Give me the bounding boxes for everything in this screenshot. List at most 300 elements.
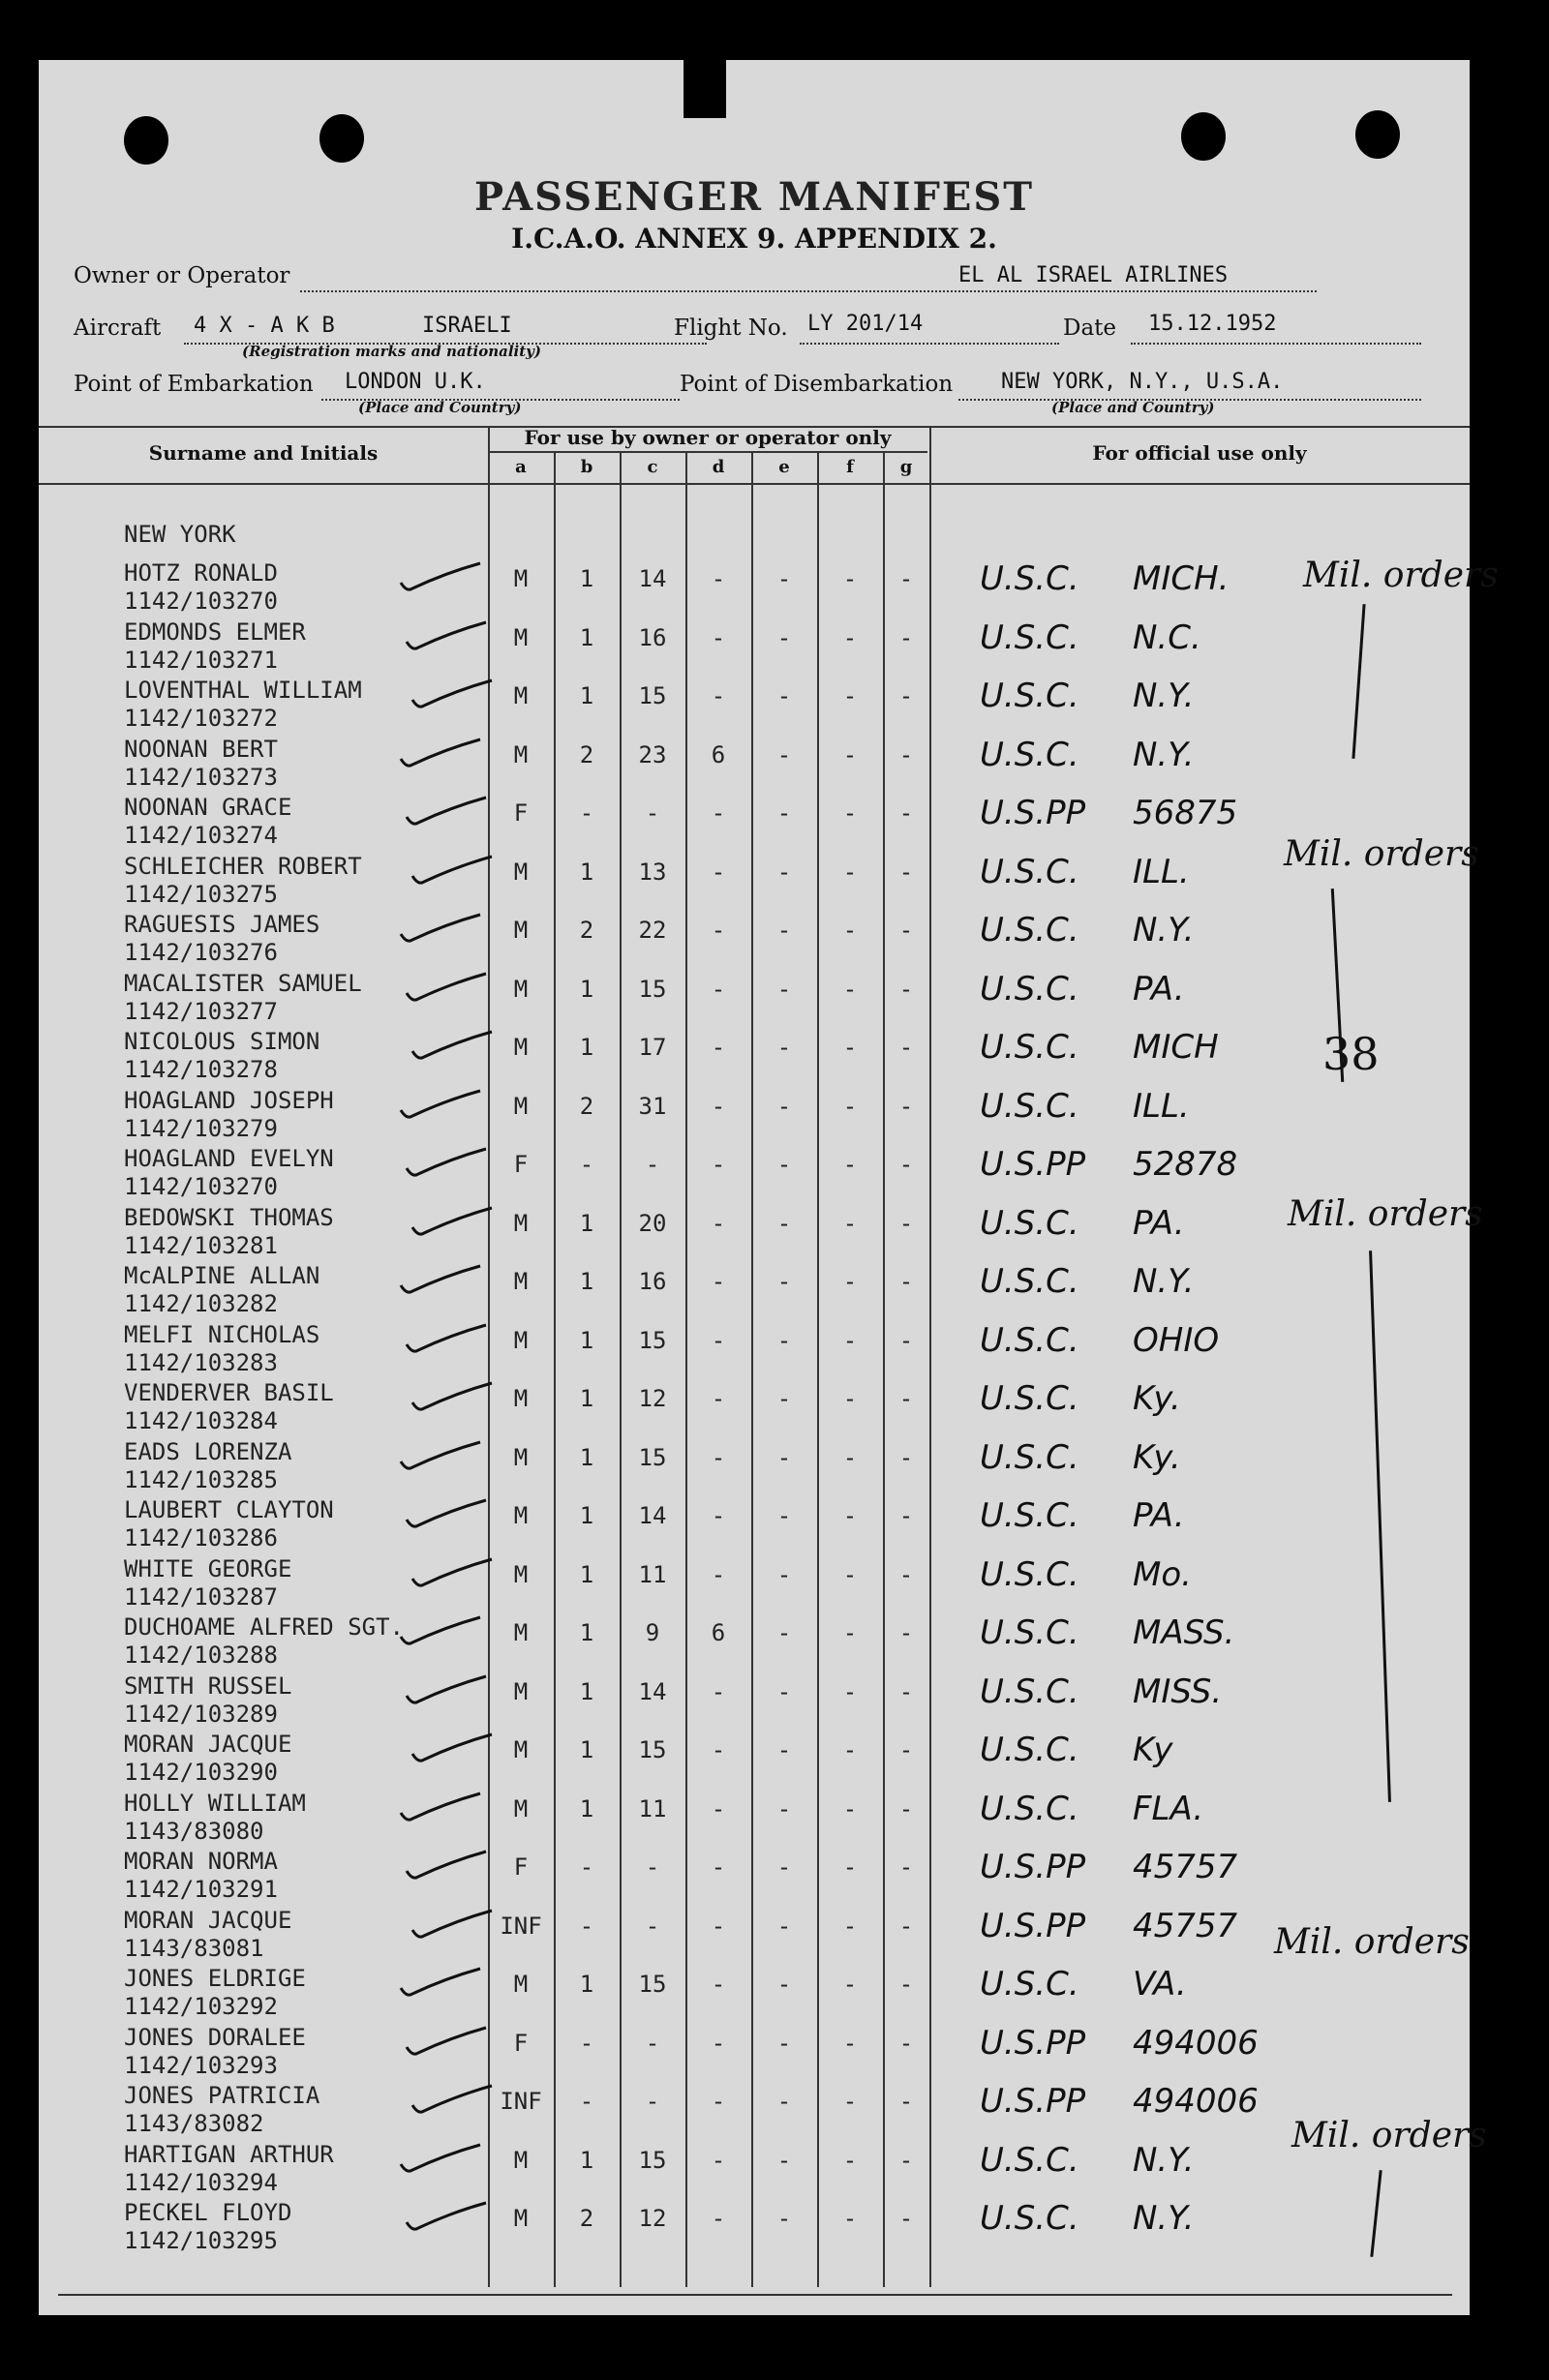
cell-empty-dash: - [898, 1385, 914, 1412]
official-status: U.S.C. [980, 559, 1079, 598]
cell-empty-dash: - [776, 1853, 792, 1881]
passenger-name: NICOLOUS SIMON [124, 1028, 320, 1055]
table-row [39, 1087, 1470, 1145]
check-mark-icon [409, 1909, 496, 1942]
ticket-number: 1142/103270 [124, 1173, 278, 1200]
subcol-header-f: f [846, 457, 854, 477]
cell-empty-dash: - [898, 1502, 914, 1529]
check-mark-icon [397, 1089, 484, 1122]
cell-d: - [711, 1209, 726, 1237]
official-detail: N.Y. [1133, 2199, 1195, 2238]
cell-weight: 15 [638, 1443, 667, 1471]
cell-empty-dash: - [842, 2088, 858, 2115]
cell-weight: 16 [638, 623, 667, 651]
cell-empty-dash: - [898, 1971, 914, 1998]
official-detail: PA. [1133, 969, 1185, 1009]
aircraft-label: Aircraft [74, 316, 162, 341]
margin-note: Mil. orders [1274, 1922, 1470, 1962]
cell-d: - [711, 1268, 726, 1295]
cell-empty-dash: - [842, 1853, 858, 1881]
cell-d: - [711, 623, 726, 651]
cell-empty-dash: - [842, 858, 858, 886]
ticket-number: 1142/103283 [124, 1348, 278, 1376]
cell-weight: 13 [638, 858, 667, 886]
cell-weight: 14 [638, 565, 667, 592]
cell-empty-dash: - [776, 1443, 792, 1471]
cell-weight: - [645, 1912, 660, 1940]
ticket-number: 1142/103277 [124, 997, 278, 1025]
cell-pieces: 1 [579, 1385, 594, 1412]
cell-weight: - [645, 1853, 660, 1881]
cell-empty-dash: - [842, 1443, 858, 1471]
cell-empty-dash: - [898, 623, 914, 651]
cell-pieces: 1 [579, 1034, 594, 1061]
official-status: U.S.PP [980, 1145, 1086, 1184]
official-detail: N.Y. [1133, 911, 1195, 949]
table-row [39, 1262, 1470, 1320]
table-row [39, 618, 1470, 677]
page-mark: 38 [1322, 1028, 1380, 1080]
official-detail: N.Y. [1133, 2140, 1195, 2180]
passenger-name: MELFI NICHOLAS [124, 1320, 320, 1348]
cell-pieces: - [579, 2029, 594, 2057]
cell-empty-dash: - [776, 1912, 792, 1940]
cell-d: - [711, 1443, 726, 1471]
ticket-number: 1142/103286 [124, 1524, 278, 1552]
check-mark-icon [397, 2143, 484, 2176]
table-row [39, 1145, 1470, 1203]
table-row [39, 1496, 1470, 1554]
cell-sex: M [513, 975, 529, 1003]
col-official-header: For official use only [1092, 441, 1307, 465]
cell-sex: INF [500, 2088, 542, 2115]
cell-d: 6 [711, 740, 726, 768]
cell-pieces: 1 [579, 1560, 594, 1588]
ticket-number: 1142/103291 [124, 1876, 278, 1903]
page-title: PASSENGER MANIFEST [473, 174, 1035, 220]
place-note-embark: (Place and Country) [358, 399, 522, 416]
registration-note: (Registration marks and nationality) [242, 343, 541, 360]
cell-sex: M [513, 623, 529, 651]
cell-weight: 12 [638, 2205, 667, 2232]
official-status: U.S.C. [980, 735, 1079, 774]
ticket-number: 1142/103275 [124, 880, 278, 908]
cell-sex: M [513, 1619, 529, 1646]
check-mark-icon [397, 1440, 484, 1473]
cell-sex: M [513, 1794, 529, 1823]
official-detail: 45757 [1133, 1906, 1238, 1945]
ticket-number: 1142/103294 [124, 2168, 278, 2196]
subcol-header-b: b [580, 457, 593, 477]
check-mark-icon [403, 796, 490, 828]
cell-sex: M [513, 1560, 529, 1588]
official-status: U.S.C. [980, 1203, 1079, 1243]
cell-empty-dash: - [776, 1326, 792, 1354]
cell-d: - [711, 1560, 726, 1588]
table-row [39, 559, 1470, 618]
cell-weight: 22 [638, 917, 667, 944]
cell-weight: - [645, 1151, 660, 1178]
punch-hole-icon [319, 114, 364, 163]
official-status: U.S.PP [980, 2082, 1086, 2121]
cell-empty-dash: - [776, 799, 792, 827]
official-detail: N.C. [1133, 618, 1201, 657]
cell-empty-dash: - [842, 799, 858, 827]
cell-d: - [711, 975, 726, 1003]
check-mark-icon [409, 1557, 496, 1590]
official-status: U.S.C. [980, 1028, 1079, 1067]
cell-pieces: - [579, 1912, 594, 1940]
owner-label: Owner or Operator [74, 263, 290, 288]
cell-empty-dash: - [776, 1971, 792, 1998]
check-mark-icon [409, 2084, 496, 2117]
table-row [39, 911, 1470, 969]
passenger-name: NOONAN BERT [124, 735, 278, 763]
official-status: U.S.C. [980, 1262, 1079, 1301]
cell-empty-dash: - [898, 975, 914, 1003]
cell-empty-dash: - [776, 917, 792, 944]
passenger-name: McALPINE ALLAN [124, 1262, 320, 1289]
page-subtitle: I.C.A.O. ANNEX 9. APPENDIX 2. [511, 223, 997, 255]
cell-sex: M [513, 917, 529, 944]
official-detail: PA. [1133, 1203, 1185, 1243]
cell-empty-dash: - [776, 565, 792, 592]
cell-empty-dash: - [776, 975, 792, 1003]
destination-heading: NEW YORK [124, 521, 236, 548]
cell-empty-dash: - [776, 1794, 792, 1823]
cell-pieces: 1 [579, 858, 594, 886]
cell-sex: F [513, 2029, 529, 2057]
official-status: U.S.C. [980, 1086, 1079, 1126]
check-mark-icon [409, 1732, 496, 1765]
manifest-page [39, 60, 1499, 2315]
table-row [39, 1848, 1470, 1906]
official-detail: MISS. [1133, 1672, 1223, 1711]
table-row [39, 1028, 1470, 1086]
table-row [39, 2199, 1470, 2257]
ticket-number: 1142/103295 [124, 2227, 278, 2254]
cell-empty-dash: - [898, 1443, 914, 1471]
ticket-number: 1142/103272 [124, 705, 278, 732]
official-detail: N.Y. [1133, 735, 1195, 774]
cell-empty-dash: - [776, 740, 792, 768]
official-status: U.S.C. [980, 1789, 1079, 1828]
cell-pieces: 1 [579, 1502, 594, 1529]
cell-empty-dash: - [776, 1209, 792, 1237]
ticket-number: 1142/103281 [124, 1231, 278, 1259]
cell-empty-dash: - [842, 682, 858, 709]
cell-d: - [711, 2029, 726, 2057]
cell-weight: 12 [638, 1385, 667, 1412]
owner-value: EL AL ISRAEL AIRLINES [958, 263, 1229, 287]
cell-weight: 15 [638, 1326, 667, 1354]
embark-label: Point of Embarkation [74, 372, 314, 397]
cell-empty-dash: - [776, 2146, 792, 2174]
check-mark-icon [403, 1498, 490, 1531]
official-status: U.S.PP [980, 1906, 1086, 1945]
col-surname-header: Surname and Initials [148, 441, 379, 465]
cell-pieces: 2 [579, 1092, 594, 1120]
check-mark-icon [397, 1967, 484, 2000]
table-row [39, 970, 1470, 1028]
official-detail: PA. [1133, 1496, 1185, 1535]
flight-label: Flight No. [674, 316, 788, 341]
cell-empty-dash: - [842, 1385, 858, 1412]
table-header-rule [39, 483, 1470, 485]
cell-d: - [711, 1151, 726, 1178]
ticket-number: 1143/83081 [124, 1934, 264, 1962]
passenger-name: JONES ELDRIGE [124, 1965, 306, 1992]
passenger-name: EADS LORENZA [124, 1437, 292, 1465]
table-row [39, 736, 1470, 794]
table-row [39, 677, 1470, 735]
table-row [39, 2024, 1470, 2082]
official-status: U.S.C. [980, 618, 1079, 657]
cell-sex: M [513, 740, 529, 768]
subcol-header-g: g [899, 457, 913, 477]
official-status: U.S.PP [980, 1848, 1086, 1886]
check-mark-icon [397, 1615, 484, 1648]
official-detail: 494006 [1133, 2023, 1259, 2063]
cell-empty-dash: - [842, 1971, 858, 1998]
cell-d: - [711, 917, 726, 944]
check-mark-icon [397, 913, 484, 946]
official-detail: 56875 [1133, 794, 1238, 832]
official-status: U.S.C. [980, 677, 1079, 715]
ticket-number: 1142/103289 [124, 1700, 278, 1728]
cell-empty-dash: - [898, 799, 914, 827]
cell-empty-dash: - [898, 1736, 914, 1763]
cell-pieces: 1 [579, 682, 594, 709]
cell-empty-dash: - [898, 565, 914, 592]
cell-empty-dash: - [898, 2088, 914, 2115]
passenger-name: MACALISTER SAMUEL [124, 969, 362, 997]
cell-empty-dash: - [842, 623, 858, 651]
official-status: U.S.C. [980, 1613, 1079, 1652]
official-detail: 494006 [1133, 2082, 1259, 2121]
cell-d: - [711, 2146, 726, 2174]
table-row [39, 1907, 1470, 1965]
cell-empty-dash: - [842, 1912, 858, 1940]
passenger-name: HOAGLAND JOSEPH [124, 1086, 334, 1114]
disembark-label: Point of Disembarkation [680, 372, 954, 397]
cell-d: - [711, 858, 726, 886]
cell-pieces: 2 [579, 2205, 594, 2232]
cell-empty-dash: - [842, 1268, 858, 1295]
cell-weight: - [645, 2088, 660, 2115]
ticket-number: 1142/103271 [124, 646, 278, 674]
cell-empty-dash: - [898, 1034, 914, 1061]
cell-sex: M [513, 682, 529, 709]
cell-empty-dash: - [842, 1502, 858, 1529]
official-detail: FLA. [1133, 1789, 1204, 1828]
cell-empty-dash: - [776, 1092, 792, 1120]
cell-empty-dash: - [842, 1209, 858, 1237]
ticket-number: 1142/103285 [124, 1465, 278, 1493]
official-status: U.S.C. [980, 1437, 1079, 1477]
cell-empty-dash: - [776, 682, 792, 709]
official-status: U.S.C. [980, 852, 1079, 891]
official-status: U.S.C. [980, 1672, 1079, 1711]
official-status: U.S.PP [980, 794, 1086, 832]
cell-weight: 14 [638, 1677, 667, 1705]
cell-sex: M [513, 1209, 529, 1237]
cell-empty-dash: - [776, 2205, 792, 2232]
cell-empty-dash: - [842, 917, 858, 944]
margin-note: Mil. orders [1303, 556, 1499, 595]
check-mark-icon [409, 678, 496, 711]
table-row [39, 2082, 1470, 2140]
official-detail: ILL. [1133, 852, 1190, 891]
cell-empty-dash: - [842, 1677, 858, 1705]
official-detail: MICH [1133, 1028, 1219, 1067]
official-detail: Ky [1133, 1731, 1173, 1769]
cell-sex: M [513, 2146, 529, 2174]
ticket-number: 1142/103292 [124, 1993, 278, 2020]
cell-empty-dash: - [842, 2146, 858, 2174]
cell-empty-dash: - [898, 740, 914, 768]
passenger-name: HARTIGAN ARTHUR [124, 2140, 334, 2168]
cell-empty-dash: - [776, 1677, 792, 1705]
cell-d: - [711, 1034, 726, 1061]
official-status: U.S.C. [980, 1496, 1079, 1535]
cell-empty-dash: - [898, 917, 914, 944]
cell-empty-dash: - [842, 2029, 858, 2057]
cell-sex: M [513, 1502, 529, 1529]
cell-d: - [711, 2088, 726, 2115]
cell-pieces: 1 [579, 975, 594, 1003]
cell-pieces: - [579, 1151, 594, 1178]
cell-pieces: 1 [579, 1677, 594, 1705]
date-label: Date [1063, 316, 1117, 341]
cell-sex: M [513, 1677, 529, 1705]
passenger-name: RAGUESIS JAMES [124, 911, 320, 938]
cell-d: - [711, 799, 726, 827]
cell-empty-dash: - [776, 1502, 792, 1529]
cell-empty-dash: - [842, 740, 858, 768]
ticket-number: 1142/103288 [124, 1642, 278, 1669]
cell-sex: F [513, 1853, 529, 1881]
official-detail: Mo. [1133, 1554, 1192, 1594]
cell-empty-dash: - [898, 858, 914, 886]
cell-sex: M [513, 1971, 529, 1998]
cell-weight: 17 [638, 1034, 667, 1061]
cell-empty-dash: - [842, 1560, 858, 1588]
cell-weight: 15 [638, 2146, 667, 2174]
cell-empty-dash: - [842, 1619, 858, 1646]
place-note-disembark: (Place and Country) [1051, 399, 1215, 416]
cell-d: - [711, 1794, 726, 1823]
table-row [39, 2141, 1470, 2199]
cell-empty-dash: - [898, 1560, 914, 1588]
passenger-name: EDMONDS ELMER [124, 618, 306, 646]
official-status: U.S.C. [980, 2140, 1079, 2180]
cell-empty-dash: - [842, 1151, 858, 1178]
official-detail: MASS. [1133, 1613, 1235, 1652]
check-mark-icon [409, 1381, 496, 1414]
check-mark-icon [403, 2026, 490, 2059]
cell-d: 6 [711, 1619, 726, 1646]
ticket-number: 1142/103287 [124, 1582, 278, 1611]
cell-sex: M [513, 1385, 529, 1412]
official-detail: VA. [1133, 1965, 1187, 2003]
cell-pieces: 1 [579, 1794, 594, 1823]
passenger-name: HOAGLAND EVELYN [124, 1145, 334, 1172]
subcol-header-c: c [647, 457, 658, 477]
cell-d: - [711, 682, 726, 709]
passenger-name: NOONAN GRACE [124, 794, 292, 821]
cell-weight: 14 [638, 1502, 667, 1529]
date-dotline [1131, 343, 1421, 345]
cell-empty-dash: - [842, 975, 858, 1003]
flight-value: LY 201/14 [807, 312, 924, 336]
cell-empty-dash: - [776, 623, 792, 651]
subcol-header-d: d [712, 457, 725, 477]
cell-weight: 15 [638, 975, 667, 1003]
passenger-name: SCHLEICHER ROBERT [124, 852, 362, 880]
cell-weight: 11 [638, 1560, 667, 1588]
cell-pieces: 1 [579, 1736, 594, 1763]
cell-d: - [711, 565, 726, 592]
cell-empty-dash: - [842, 2205, 858, 2232]
cell-empty-dash: - [842, 1794, 858, 1823]
official-status: U.S.C. [980, 2199, 1079, 2238]
cell-weight: 31 [638, 1092, 667, 1120]
cell-weight: 15 [638, 1736, 667, 1763]
cell-d: - [711, 1502, 726, 1529]
table-row [39, 853, 1470, 911]
cell-sex: M [513, 1326, 529, 1354]
passenger-name: VENDERVER BASIL [124, 1379, 334, 1406]
check-mark-icon [397, 561, 484, 594]
cell-empty-dash: - [898, 1326, 914, 1354]
check-mark-icon [403, 2201, 490, 2234]
margin-note: Mil. orders [1284, 834, 1479, 874]
subcol-header-a: a [515, 457, 527, 477]
owner-dotline [300, 290, 1317, 292]
official-status: U.S.C. [980, 1965, 1079, 2003]
check-mark-icon [397, 738, 484, 770]
cell-pieces: 1 [579, 1619, 594, 1646]
passenger-name: BEDOWSKI THOMAS [124, 1203, 334, 1231]
official-detail: N.Y. [1133, 677, 1195, 715]
cell-sex: F [513, 1151, 529, 1178]
cell-weight: 15 [638, 682, 667, 709]
passenger-name: MORAN JACQUE [124, 1731, 292, 1758]
cell-pieces: - [579, 1853, 594, 1881]
cell-pieces: 1 [579, 2146, 594, 2174]
cell-pieces: 1 [579, 1971, 594, 1998]
cell-d: - [711, 1736, 726, 1763]
official-detail: 52878 [1133, 1145, 1238, 1184]
cell-empty-dash: - [898, 1619, 914, 1646]
date-value: 15.12.1952 [1148, 312, 1277, 336]
cell-sex: M [513, 1034, 529, 1061]
official-detail: MICH. [1133, 559, 1230, 598]
table-row [39, 1555, 1470, 1613]
official-status: U.S.C. [980, 1379, 1079, 1418]
cell-sex: M [513, 565, 529, 592]
ticket-number: 1142/103276 [124, 939, 278, 966]
ticket-number: 1142/103273 [124, 763, 278, 791]
official-detail: OHIO [1133, 1320, 1220, 1360]
cell-empty-dash: - [898, 1677, 914, 1705]
table-row [39, 794, 1470, 852]
check-mark-icon [403, 1850, 490, 1883]
table-row [39, 1613, 1470, 1672]
cell-empty-dash: - [776, 858, 792, 886]
cell-empty-dash: - [776, 2029, 792, 2057]
